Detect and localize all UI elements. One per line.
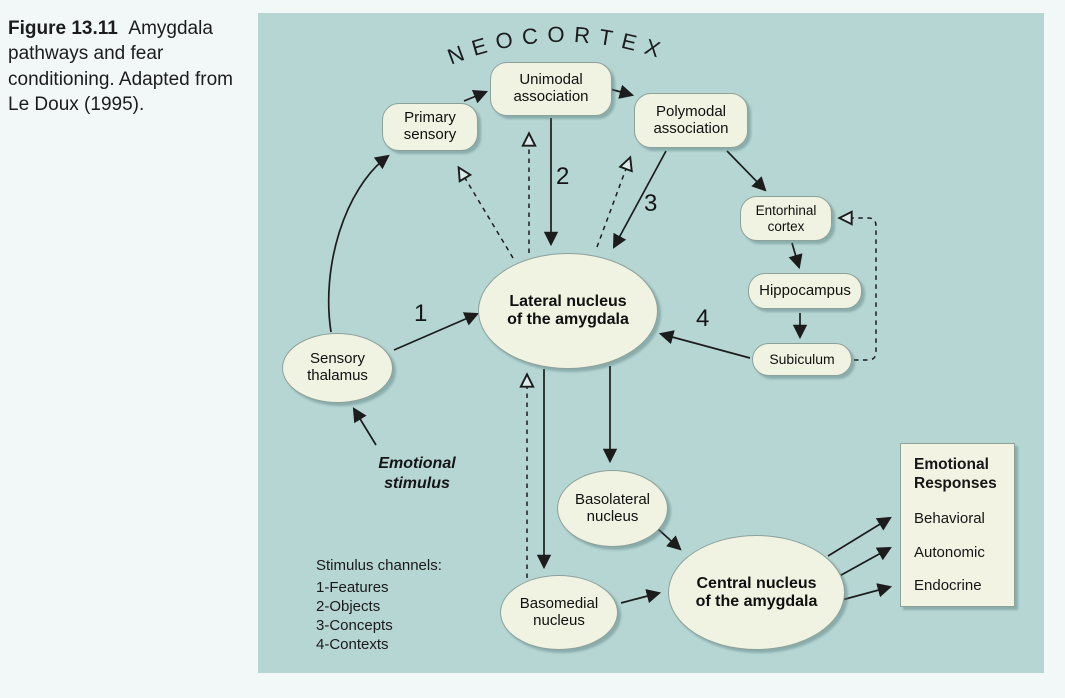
node-lateral-nucleus-label: Lateral nucleus of the amygdala — [507, 293, 629, 328]
node-unimodal-association-label: Unimodal association — [513, 71, 589, 105]
legend-item-objects: 2-Objects — [316, 597, 381, 615]
node-entorhinal-cortex-label: Entorhinal cortex — [755, 203, 817, 234]
arrow-polymodal-to-lateral — [614, 151, 666, 247]
emotional-stimulus-label: Emotional stimulus — [378, 455, 456, 492]
node-sensory-thalamus — [282, 333, 393, 403]
response-autonomic: Autonomic — [914, 543, 985, 561]
neocortex-label: NEOCORTEX — [443, 21, 672, 70]
arrow-primary-to-unimodal — [464, 92, 486, 101]
emotional-responses-box — [900, 443, 1015, 607]
node-sensory-thalamus-label: Sensory thalamus — [307, 350, 368, 384]
arrow-central-to-behavioral — [828, 518, 890, 556]
node-polymodal-association-label: Polymodal association — [653, 102, 729, 137]
figure-caption-number: Figure 13.11 — [8, 18, 118, 39]
figure-caption-text: Amygdala pathways and fear conditioning. Adapted from Le Doux (1995). — [8, 18, 233, 116]
arrow-unimodal-to-polymodal — [610, 89, 632, 95]
figure-caption — [8, 16, 250, 118]
node-subiculum — [752, 343, 852, 376]
pathway-number-3: 3 — [644, 190, 658, 217]
node-hippocampus-label: Hippocampus — [759, 281, 851, 299]
node-central-nucleus-label: Central nucleus of the amygdala — [695, 574, 818, 610]
arrow-subiculum-to-lateral — [661, 334, 750, 358]
arrow-central-to-autonomic — [834, 548, 890, 579]
feedback-lateral-to-polymodal — [597, 158, 630, 247]
legend-item-concepts: 3-Concepts — [316, 616, 393, 634]
node-subiculum-label: Subiculum — [769, 350, 835, 367]
arrow-basomedial-to-central — [621, 593, 659, 603]
arrow-entorhinal-to-hippocampus — [792, 243, 799, 267]
pathway-number-1: 1 — [414, 300, 428, 327]
node-hippocampus — [748, 273, 862, 309]
response-behavioral: Behavioral — [914, 510, 985, 528]
node-basolateral-nucleus-label: Basolateral nucleus — [574, 490, 651, 525]
node-polymodal-association — [634, 93, 748, 148]
arrow-central-to-endocrine — [838, 587, 890, 601]
legend-item-contexts: 4-Contexts — [316, 635, 389, 653]
response-endocrine: Endocrine — [914, 577, 982, 595]
node-basomedial-nucleus — [500, 575, 618, 650]
stimulus-channels-legend — [316, 557, 442, 654]
node-primary-sensory-label: Primary sensory — [403, 109, 457, 143]
pathway-number-2: 2 — [556, 163, 570, 190]
node-entorhinal-cortex — [740, 196, 832, 241]
node-unimodal-association — [490, 62, 612, 116]
node-primary-sensory — [382, 103, 478, 151]
pathway-diagram — [258, 13, 1044, 673]
node-central-nucleus — [668, 535, 845, 650]
arrow-thalamus-to-lateral — [394, 314, 477, 350]
arrow-thalamus-to-primary-sensory — [329, 156, 388, 332]
node-lateral-nucleus — [478, 253, 658, 369]
responses-title: Emotional Responses — [914, 456, 997, 492]
arrow-stimulus-to-thalamus — [354, 409, 376, 445]
arrow-basolateral-to-central — [658, 529, 680, 549]
legend-title: Stimulus channels: — [316, 557, 442, 574]
pathway-number-4: 4 — [696, 305, 710, 332]
feedback-lateral-to-primary — [459, 168, 513, 258]
legend-item-features: 1-Features — [316, 578, 389, 596]
node-basolateral-nucleus — [557, 470, 668, 547]
arrow-polymodal-to-entorhinal — [727, 151, 765, 190]
node-basomedial-nucleus-label: Basomedial nucleus — [519, 594, 599, 629]
